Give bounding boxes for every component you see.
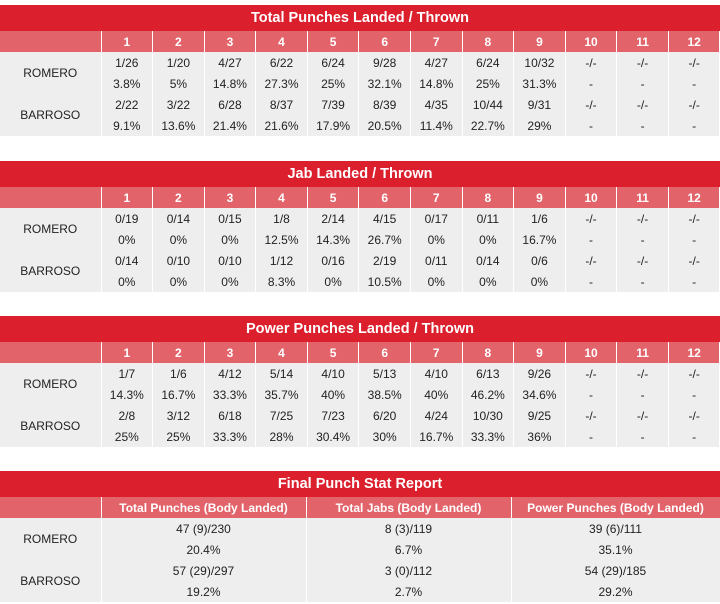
final-pct-row: [0, 581, 720, 602]
final-fighter-row: [0, 560, 720, 581]
pct-cell: -: [617, 384, 669, 405]
landed-cell: 6/20: [359, 405, 411, 426]
landed-cell: 0/14: [462, 250, 514, 271]
landed-cell: -/-: [668, 363, 720, 384]
landed-cell: 9/25: [514, 405, 566, 426]
pct-cell: -: [668, 229, 720, 250]
round-header: 2: [153, 31, 205, 52]
fighter-name: BARROSO: [0, 94, 101, 136]
final-report-section: [0, 471, 720, 602]
pct-cell: 21.6%: [256, 115, 308, 136]
final-pct-cell: 19.2%: [101, 581, 306, 602]
section-title: Power Punches Landed / Thrown: [0, 316, 720, 342]
fighter-landed-row: [0, 363, 720, 384]
pct-cell: 0%: [514, 271, 566, 292]
landed-cell: -/-: [668, 52, 720, 73]
landed-cell: 2/8: [101, 405, 153, 426]
round-header-row: [0, 187, 720, 208]
pct-cell: -: [617, 229, 669, 250]
pct-cell: 0%: [204, 271, 256, 292]
pct-cell: 8.3%: [256, 271, 308, 292]
landed-cell: 0/16: [307, 250, 359, 271]
fighter-name: BARROSO: [0, 405, 101, 447]
round-header: 7: [410, 342, 462, 363]
section-title: Final Punch Stat Report: [0, 471, 720, 497]
round-header: 5: [307, 31, 359, 52]
final-column-header: Power Punches (Body Landed): [511, 497, 720, 518]
pct-cell: 22.7%: [462, 115, 514, 136]
round-header: 11: [617, 31, 669, 52]
round-header-row: [0, 31, 720, 52]
total-punches-section: [0, 5, 720, 136]
pct-cell: 5%: [153, 73, 205, 94]
round-header: 10: [565, 342, 617, 363]
landed-cell: 7/39: [307, 94, 359, 115]
landed-cell: -/-: [565, 208, 617, 229]
fighter-landed-row: [0, 250, 720, 271]
round-header: 10: [565, 187, 617, 208]
pct-cell: 0%: [101, 271, 153, 292]
pct-cell: -: [617, 426, 669, 447]
fighter-pct-row: [0, 271, 720, 292]
round-header: 5: [307, 342, 359, 363]
pct-cell: 32.1%: [359, 73, 411, 94]
landed-cell: -/-: [617, 52, 669, 73]
pct-cell: 31.3%: [514, 73, 566, 94]
landed-cell: 1/20: [153, 52, 205, 73]
landed-cell: 4/24: [410, 405, 462, 426]
landed-cell: 4/12: [204, 363, 256, 384]
landed-cell: 0/10: [153, 250, 205, 271]
round-header: 2: [153, 187, 205, 208]
pct-cell: 25%: [153, 426, 205, 447]
pct-cell: 40%: [410, 384, 462, 405]
pct-cell: 27.3%: [256, 73, 308, 94]
fighter-name: ROMERO: [0, 52, 101, 94]
final-fighter-row: [0, 518, 720, 539]
landed-cell: 6/22: [256, 52, 308, 73]
pct-cell: 36%: [514, 426, 566, 447]
landed-cell: -/-: [565, 363, 617, 384]
pct-cell: 17.9%: [307, 115, 359, 136]
round-header: 5: [307, 187, 359, 208]
total-punches-table: [0, 31, 720, 136]
fighter-name: ROMERO: [0, 363, 101, 405]
header-blank: [0, 187, 101, 208]
fighter-landed-row: [0, 405, 720, 426]
landed-cell: -/-: [617, 94, 669, 115]
landed-cell: 1/7: [101, 363, 153, 384]
pct-cell: -: [617, 271, 669, 292]
pct-cell: 20.5%: [359, 115, 411, 136]
pct-cell: -: [668, 73, 720, 94]
final-header-row: [0, 497, 720, 518]
pct-cell: -: [565, 271, 617, 292]
pct-cell: 14.3%: [101, 384, 153, 405]
landed-cell: -/-: [617, 363, 669, 384]
pct-cell: 38.5%: [359, 384, 411, 405]
pct-cell: 0%: [410, 229, 462, 250]
pct-cell: 25%: [462, 73, 514, 94]
round-header: 9: [514, 342, 566, 363]
pct-cell: 33.3%: [204, 384, 256, 405]
final-value-cell: 3 (0)/112: [306, 560, 511, 581]
landed-cell: 2/19: [359, 250, 411, 271]
round-header: 8: [462, 31, 514, 52]
pct-cell: 25%: [307, 73, 359, 94]
power-punches-table: [0, 342, 720, 447]
landed-cell: 6/28: [204, 94, 256, 115]
pct-cell: 25%: [101, 426, 153, 447]
pct-cell: 0%: [462, 271, 514, 292]
pct-cell: 0%: [410, 271, 462, 292]
landed-cell: 10/30: [462, 405, 514, 426]
pct-cell: -: [668, 384, 720, 405]
landed-cell: 3/22: [153, 94, 205, 115]
pct-cell: -: [617, 115, 669, 136]
landed-cell: 0/6: [514, 250, 566, 271]
final-pct-cell: 6.7%: [306, 539, 511, 560]
final-pct-row: [0, 539, 720, 560]
round-header: 6: [359, 342, 411, 363]
landed-cell: 1/8: [256, 208, 308, 229]
pct-cell: 0%: [204, 229, 256, 250]
round-header: 11: [617, 342, 669, 363]
pct-cell: 11.4%: [410, 115, 462, 136]
round-header: 4: [256, 342, 308, 363]
landed-cell: 8/37: [256, 94, 308, 115]
round-header: 1: [101, 187, 153, 208]
fighter-landed-row: [0, 208, 720, 229]
round-header: 1: [101, 31, 153, 52]
landed-cell: 8/39: [359, 94, 411, 115]
pct-cell: 0%: [153, 229, 205, 250]
pct-cell: -: [668, 115, 720, 136]
pct-cell: 28%: [256, 426, 308, 447]
final-value-cell: 54 (29)/185: [511, 560, 720, 581]
round-header: 3: [204, 31, 256, 52]
landed-cell: 4/27: [410, 52, 462, 73]
final-column-header: Total Jabs (Body Landed): [306, 497, 511, 518]
round-header: 12: [668, 187, 720, 208]
landed-cell: 0/11: [462, 208, 514, 229]
landed-cell: 0/15: [204, 208, 256, 229]
fighter-pct-row: [0, 115, 720, 136]
final-value-cell: 47 (9)/230: [101, 518, 306, 539]
round-header: 12: [668, 342, 720, 363]
round-header: 9: [514, 31, 566, 52]
pct-cell: 33.3%: [462, 426, 514, 447]
landed-cell: 9/31: [514, 94, 566, 115]
pct-cell: 30.4%: [307, 426, 359, 447]
landed-cell: 5/14: [256, 363, 308, 384]
pct-cell: 16.7%: [514, 229, 566, 250]
round-header: 4: [256, 187, 308, 208]
power-punches-section: [0, 316, 720, 447]
landed-cell: 7/23: [307, 405, 359, 426]
pct-cell: 14.3%: [307, 229, 359, 250]
landed-cell: -/-: [668, 94, 720, 115]
final-column-header: Total Punches (Body Landed): [101, 497, 306, 518]
pct-cell: 0%: [307, 271, 359, 292]
landed-cell: 0/19: [101, 208, 153, 229]
fighter-landed-row: [0, 94, 720, 115]
landed-cell: 0/17: [410, 208, 462, 229]
pct-cell: 14.8%: [410, 73, 462, 94]
landed-cell: 6/18: [204, 405, 256, 426]
section-title: Jab Landed / Thrown: [0, 161, 720, 187]
round-header: 1: [101, 342, 153, 363]
pct-cell: -: [668, 426, 720, 447]
landed-cell: 1/6: [153, 363, 205, 384]
landed-cell: 0/14: [153, 208, 205, 229]
pct-cell: 13.6%: [153, 115, 205, 136]
landed-cell: -/-: [565, 250, 617, 271]
fighter-pct-row: [0, 384, 720, 405]
round-header: 6: [359, 187, 411, 208]
pct-cell: 21.4%: [204, 115, 256, 136]
pct-cell: 29%: [514, 115, 566, 136]
pct-cell: 46.2%: [462, 384, 514, 405]
landed-cell: 6/24: [307, 52, 359, 73]
section-title: Total Punches Landed / Thrown: [0, 5, 720, 31]
fighter-pct-row: [0, 229, 720, 250]
landed-cell: 6/24: [462, 52, 514, 73]
pct-cell: -: [668, 271, 720, 292]
pct-cell: 14.8%: [204, 73, 256, 94]
landed-cell: 0/11: [410, 250, 462, 271]
fighter-pct-row: [0, 73, 720, 94]
landed-cell: 9/28: [359, 52, 411, 73]
landed-cell: 5/13: [359, 363, 411, 384]
round-header: 12: [668, 31, 720, 52]
pct-cell: -: [565, 229, 617, 250]
landed-cell: 0/14: [101, 250, 153, 271]
round-header: 2: [153, 342, 205, 363]
fighter-landed-row: [0, 52, 720, 73]
round-header-row: [0, 342, 720, 363]
landed-cell: 9/26: [514, 363, 566, 384]
fighter-name: BARROSO: [0, 560, 101, 602]
round-header: 7: [410, 187, 462, 208]
landed-cell: 4/15: [359, 208, 411, 229]
landed-cell: 1/6: [514, 208, 566, 229]
landed-cell: -/-: [668, 250, 720, 271]
landed-cell: 2/14: [307, 208, 359, 229]
pct-cell: -: [565, 384, 617, 405]
landed-cell: 10/32: [514, 52, 566, 73]
landed-cell: -/-: [565, 52, 617, 73]
header-blank: [0, 342, 101, 363]
header-blank: [0, 497, 101, 518]
round-header: 9: [514, 187, 566, 208]
landed-cell: 0/10: [204, 250, 256, 271]
pct-cell: -: [617, 73, 669, 94]
final-pct-cell: 2.7%: [306, 581, 511, 602]
landed-cell: 4/35: [410, 94, 462, 115]
round-header: 8: [462, 187, 514, 208]
round-header: 3: [204, 342, 256, 363]
landed-cell: 4/27: [204, 52, 256, 73]
pct-cell: 34.6%: [514, 384, 566, 405]
landed-cell: -/-: [565, 405, 617, 426]
pct-cell: 9.1%: [101, 115, 153, 136]
round-header: 11: [617, 187, 669, 208]
landed-cell: 2/22: [101, 94, 153, 115]
landed-cell: -/-: [617, 405, 669, 426]
landed-cell: 7/25: [256, 405, 308, 426]
pct-cell: 10.5%: [359, 271, 411, 292]
landed-cell: -/-: [617, 208, 669, 229]
round-header: 7: [410, 31, 462, 52]
pct-cell: 33.3%: [204, 426, 256, 447]
landed-cell: 10/44: [462, 94, 514, 115]
landed-cell: 3/12: [153, 405, 205, 426]
round-header: 3: [204, 187, 256, 208]
pct-cell: -: [565, 73, 617, 94]
fighter-name: ROMERO: [0, 208, 101, 250]
landed-cell: -/-: [617, 250, 669, 271]
round-header: 4: [256, 31, 308, 52]
final-report-table: [0, 497, 720, 602]
pct-cell: 0%: [101, 229, 153, 250]
final-value-cell: 39 (6)/111: [511, 518, 720, 539]
pct-cell: 12.5%: [256, 229, 308, 250]
final-value-cell: 8 (3)/119: [306, 518, 511, 539]
final-pct-cell: 20.4%: [101, 539, 306, 560]
round-header: 6: [359, 31, 411, 52]
pct-cell: 0%: [462, 229, 514, 250]
pct-cell: -: [565, 426, 617, 447]
landed-cell: 4/10: [410, 363, 462, 384]
jab-section: [0, 161, 720, 292]
final-value-cell: 57 (29)/297: [101, 560, 306, 581]
pct-cell: 35.7%: [256, 384, 308, 405]
round-header: 8: [462, 342, 514, 363]
fighter-pct-row: [0, 426, 720, 447]
landed-cell: 1/12: [256, 250, 308, 271]
pct-cell: 30%: [359, 426, 411, 447]
pct-cell: -: [565, 115, 617, 136]
jab-table: [0, 187, 720, 292]
final-pct-cell: 29.2%: [511, 581, 720, 602]
fighter-name: ROMERO: [0, 518, 101, 560]
landed-cell: -/-: [565, 94, 617, 115]
landed-cell: -/-: [668, 208, 720, 229]
pct-cell: 3.8%: [101, 73, 153, 94]
landed-cell: 1/26: [101, 52, 153, 73]
landed-cell: -/-: [668, 405, 720, 426]
final-pct-cell: 35.1%: [511, 539, 720, 560]
round-header: 10: [565, 31, 617, 52]
pct-cell: 40%: [307, 384, 359, 405]
landed-cell: 6/13: [462, 363, 514, 384]
pct-cell: 16.7%: [410, 426, 462, 447]
fighter-name: BARROSO: [0, 250, 101, 292]
pct-cell: 26.7%: [359, 229, 411, 250]
header-blank: [0, 31, 101, 52]
pct-cell: 0%: [153, 271, 205, 292]
landed-cell: 4/10: [307, 363, 359, 384]
pct-cell: 16.7%: [153, 384, 205, 405]
